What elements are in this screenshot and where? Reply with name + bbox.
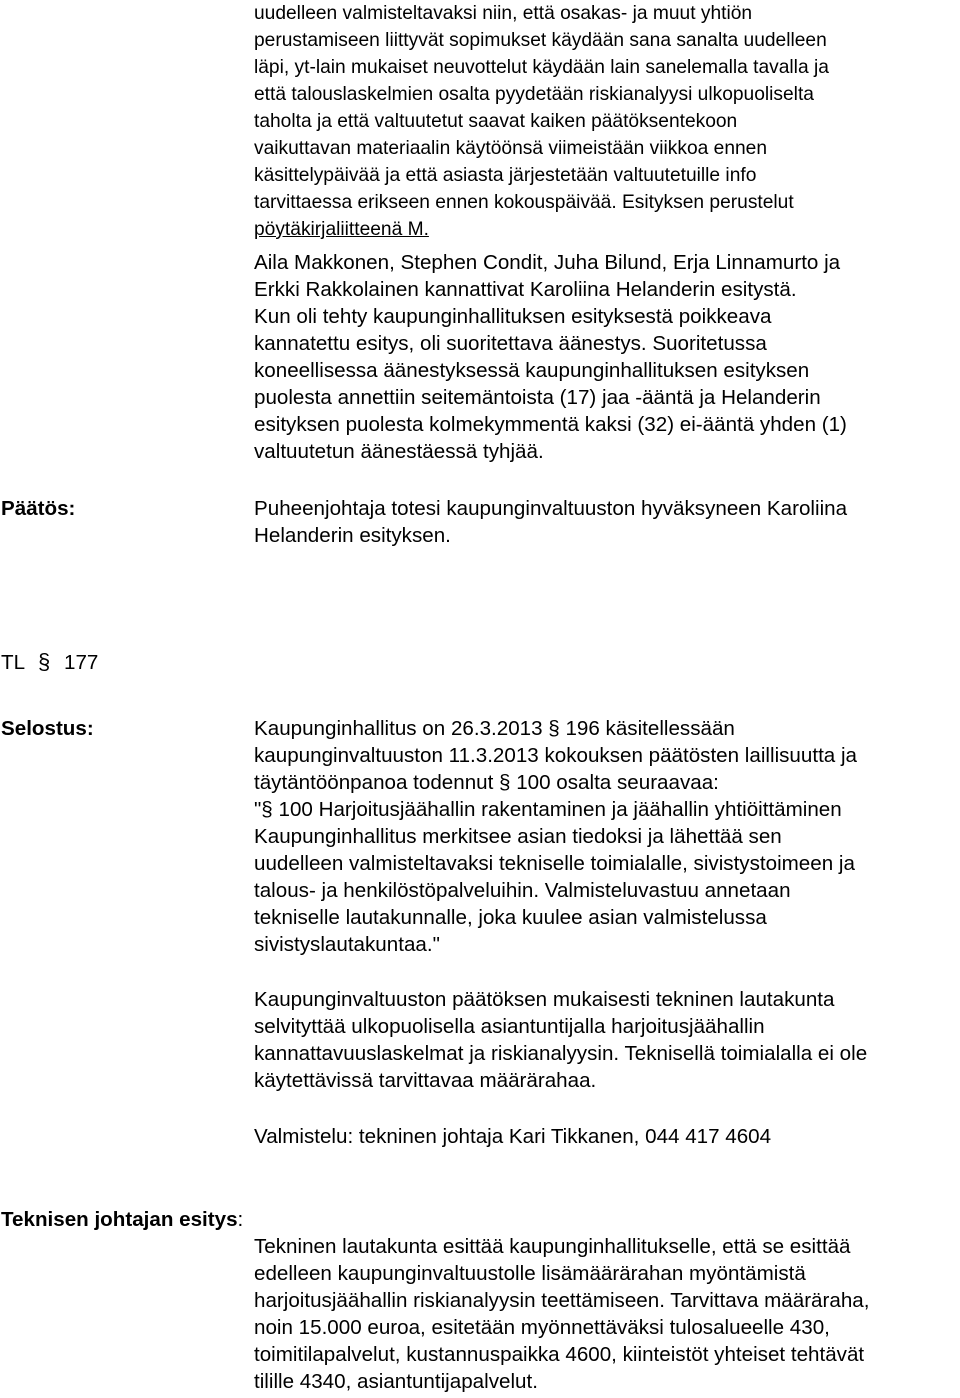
vote-line: puolesta annettiin seitemäntoista (17) jaa -ääntä ja Helanderin <box>254 386 821 409</box>
selostus-line: kannattavuuslaskelmat ja riskianalyysin. Teknisellä toimialalla ei ole <box>254 1042 868 1065</box>
selostus-line: selvityttää ulkopuolisella asiantuntijalla harjoitusjäähallin <box>254 1015 765 1038</box>
intro-paragraph <box>254 0 954 243</box>
proposal-label-colon: : <box>237 1208 244 1231</box>
selostus-line: kaupunginvaltuuston 11.3.2013 kokouksen päätösten laillisuutta ja <box>254 744 857 767</box>
vote-line: kannatettu esitys, oli suoritettava äänestys. Suoritetussa <box>254 332 767 355</box>
section-sign-icon: § <box>38 649 51 674</box>
preparer-line: Valmistelu: tekninen johtaja Kari Tikkanen, 044 417 4604 <box>254 1125 772 1148</box>
selostus-line: uudelleen valmisteltavaksi tekniselle toimialalle, sivistystoimeen ja <box>254 852 855 875</box>
selostus-label: Selostus: <box>1 717 94 740</box>
selostus-paragraph-2 <box>254 986 959 1094</box>
selostus-line: sivistyslautakuntaa." <box>254 933 440 956</box>
selostus-line: talous- ja henkilöstöpalveluihin. Valmisteluvastuu annetaan <box>254 879 791 902</box>
appendix-reference: pöytäkirjaliitteenä M. <box>254 219 429 240</box>
decision-label: Päätös: <box>1 497 76 520</box>
selostus-line: Kaupunginhallitus on 26.3.2013 § 196 käsitellessään <box>254 717 735 740</box>
intro-line: vaikuttavan materiaalin käytöönsä viimeistään viikkoa ennen <box>254 138 768 159</box>
proposal-line: tilille 4340, asiantuntijapalvelut. <box>254 1370 538 1393</box>
selostus-line: käytettävissä tarvittavaa määrärahaa. <box>254 1069 597 1092</box>
proposal-label <box>1 1206 243 1233</box>
vote-line: esityksen puolesta kolmekymmentä kaksi (32) ei-ääntä yhden (1) <box>254 413 847 436</box>
selostus-line: tekniselle lautakunnalle, joka kuulee asian valmistelussa <box>254 906 767 929</box>
vote-paragraph <box>254 249 959 465</box>
proposal-line: harjoitusjäähallin riskianalyysin teettämiseen. Tarvittava määräraha, <box>254 1289 870 1312</box>
proposal-paragraph <box>254 1233 959 1395</box>
intro-line: käsittelypäivää ja että asiasta järjestetään valtuutetuille info <box>254 165 757 186</box>
decision-line: Helanderin esityksen. <box>254 524 451 547</box>
proposal-line: noin 15.000 euroa, esitetään myönnettäväksi tulosalueelle 430, <box>254 1316 830 1339</box>
intro-line: läpi, yt-lain mukaiset neuvottelut käydään lain sanelemalla tavalla ja <box>254 57 829 78</box>
vote-line: valtuutetun äänestäessä tyhjää. <box>254 440 544 463</box>
proposal-label-bold: Teknisen johtajan esitys <box>1 1208 238 1231</box>
proposal-line: edelleen kaupunginvaltuustolle lisämäärärahan myöntämistä <box>254 1262 806 1285</box>
intro-line: uudelleen valmisteltavaksi niin, että osakas- ja muut yhtiön <box>254 3 753 24</box>
item-prefix: TL <box>1 651 25 674</box>
intro-line: perustamiseen liittyvät sopimukset käydään sana sanalta uudelleen <box>254 30 827 51</box>
vote-line: koneellisessa äänestyksessä kaupunginhallituksen esityksen <box>254 359 810 382</box>
intro-line: taholta ja että valtuutetut saavat kaiken päätöksentekoon <box>254 111 738 132</box>
decision-text <box>254 495 959 549</box>
selostus-paragraph-1 <box>254 715 959 958</box>
item-number: 177 <box>64 651 99 674</box>
intro-line: tarvittaessa erikseen ennen kokouspäivää. Esityksen perustelut <box>254 192 794 213</box>
vote-line: Aila Makkonen, Stephen Condit, Juha Bilund, Erja Linnamurto ja <box>254 251 841 274</box>
selostus-line: Kaupunginvaltuuston päätöksen mukaisesti tekninen lautakunta <box>254 988 835 1011</box>
selostus-line: Kaupunginhallitus merkitsee asian tiedoksi ja lähettää sen <box>254 825 782 848</box>
selostus-line: "§ 100 Harjoitusjäähallin rakentaminen ja jäähallin yhtiöittäminen <box>254 798 842 821</box>
intro-line: että talouslaskelmien osalta pyydetään riskianalyysi ulkopuoliselta <box>254 84 814 105</box>
vote-line: Kun oli tehty kaupunginhallituksen esityksestä poikkeava <box>254 305 772 328</box>
proposal-line: Tekninen lautakunta esittää kaupunginhallitukselle, että se esittää <box>254 1235 851 1258</box>
decision-line: Puheenjohtaja totesi kaupunginvaltuuston hyväksyneen Karoliina <box>254 497 848 520</box>
proposal-line: toimitilapalvelut, kustannuspaikka 4600, kiinteistöt yhteiset tehtävät <box>254 1343 865 1366</box>
item-header <box>1 648 98 676</box>
selostus-line: täytäntöönpanoa todennut § 100 osalta seuraavaa: <box>254 771 719 794</box>
vote-line: Erkki Rakkolainen kannattivat Karoliina Helanderin esitystä. <box>254 278 797 301</box>
